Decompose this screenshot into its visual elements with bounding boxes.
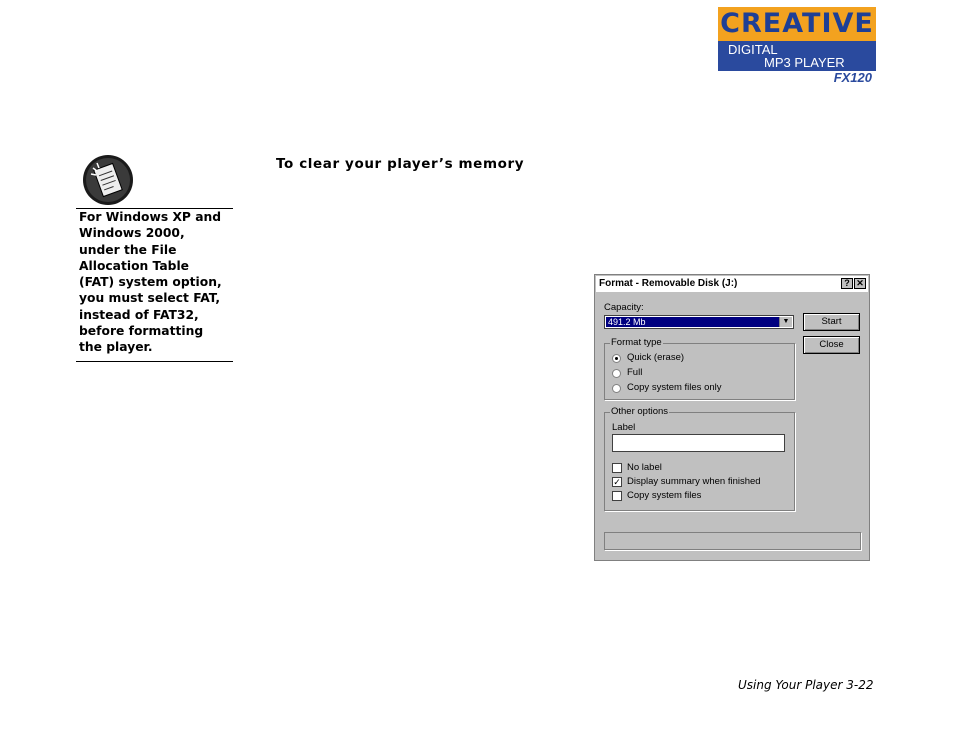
close-button[interactable]: Close: [803, 336, 860, 354]
checkbox-display-summary-label: Display summary when finished: [627, 476, 761, 487]
checkbox-copy-system[interactable]: [612, 491, 622, 501]
other-options-group: [604, 406, 795, 511]
tip-line: under the File: [79, 242, 177, 257]
tip-line: instead of FAT32,: [79, 307, 199, 322]
section-heading: To clear your player’s memory: [276, 156, 525, 172]
title-close-button[interactable]: ✕: [854, 278, 866, 289]
dialog-title: Format - Removable Disk (J:): [599, 278, 738, 289]
checkbox-display-summary[interactable]: ✓: [613, 477, 621, 487]
tip-line: Allocation Table: [79, 258, 190, 273]
logo-line-1: DIGITAL: [728, 42, 778, 57]
format-type-group: [604, 337, 795, 400]
tip-line: For Windows XP and: [79, 210, 222, 224]
chevron-down-icon[interactable]: ▼: [779, 317, 792, 327]
tip-note: [79, 209, 231, 356]
logo-brand: CREATIVE: [718, 7, 876, 41]
tip-line: the player.: [79, 340, 153, 355]
checkbox-no-label-label: No label: [627, 462, 662, 473]
other-options-title: Other options: [611, 406, 669, 417]
label-caption: Label: [612, 422, 636, 433]
capacity-label: Capacity:: [604, 302, 644, 313]
radio-quick-label: Quick (erase): [627, 352, 685, 363]
tip-line: you must select FAT,: [79, 291, 221, 306]
tip-line: (FAT) system option,: [79, 275, 222, 290]
tip-divider-bottom: [76, 361, 233, 362]
tip-line: Windows 2000,: [79, 226, 185, 241]
radio-full-label: Full: [627, 367, 643, 378]
progress-bar: [604, 532, 861, 550]
logo-model: FX120: [833, 70, 872, 85]
format-dialog: [594, 274, 870, 561]
logo-line-2: MP3 PLAYER: [764, 55, 845, 70]
creative-logo: [718, 7, 876, 87]
checkbox-copy-system-label: Copy system files: [627, 490, 702, 501]
radio-copy-system-only[interactable]: [612, 384, 621, 393]
format-type-title: Format type: [611, 337, 662, 348]
start-button[interactable]: Start: [803, 313, 860, 331]
radio-copy-system-only-label: Copy system files only: [627, 382, 722, 393]
tip-notebook-icon: [82, 154, 134, 206]
radio-quick[interactable]: [612, 354, 621, 363]
radio-full[interactable]: [612, 369, 621, 378]
logo-banner: [718, 41, 876, 71]
label-input[interactable]: [612, 434, 785, 452]
page-footer: Using Your Player 3-22: [738, 678, 874, 692]
checkbox-no-label[interactable]: [612, 463, 622, 473]
capacity-select[interactable]: [604, 315, 794, 329]
help-button[interactable]: ?: [841, 278, 853, 289]
capacity-value: 491.2 Mb: [606, 317, 780, 327]
dialog-title-bar: [596, 276, 868, 292]
tip-line: before formatting: [79, 324, 204, 339]
